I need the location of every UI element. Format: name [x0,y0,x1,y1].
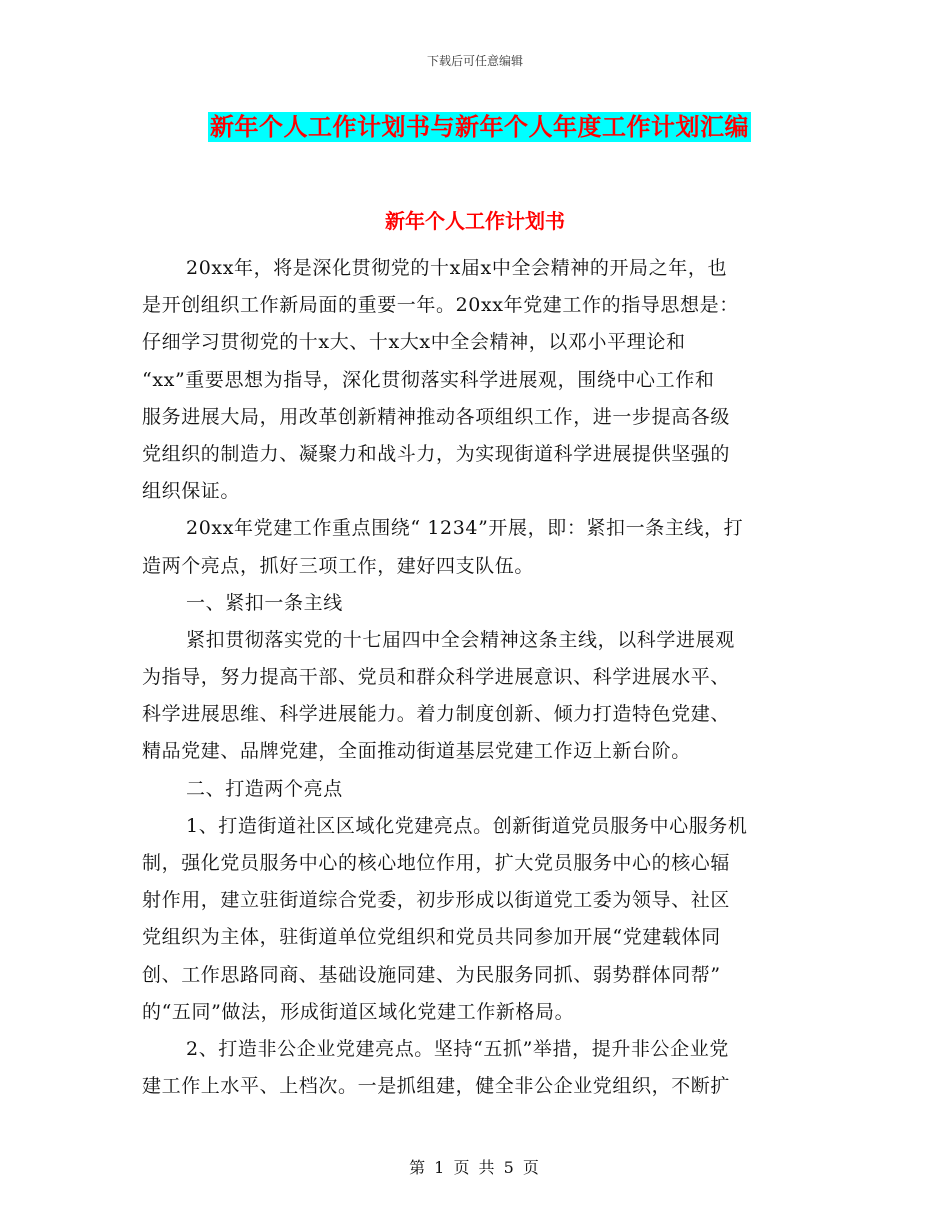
body-line: 造两个亮点，抓好三项工作，建好四支队伍。 [142,554,535,577]
body-line: 建工作上水平、上档次。一是抓组建，健全非公企业党组织，不断扩 [142,1075,731,1098]
body-line: 紧扣贯彻落实党的十七届四中全会精神这条主线，以科学进展观 [186,628,735,651]
section-heading: 一、紧扣一条主线 [186,591,343,614]
body-line: 仔细学习贯彻党的十x大、十x大x中全会精神，以邓小平理论和 [142,331,686,354]
page-number-footer: 第 1 页 共 5 页 [409,1158,541,1177]
body-line: 创、工作思路同商、基础设施同建、为民服务同抓、弱势群体同帮” [142,963,721,986]
page-header-note: 下载后可任意编辑 [426,54,523,68]
body-line: 党组织的制造力、凝聚力和战斗力，为实现街道科学进展提供坚强的 [142,442,731,465]
section-heading: 二、打造两个亮点 [186,777,343,800]
body-line: 的“五同”做法，形成街道区域化党建工作新格局。 [142,1000,575,1023]
body-line: 组织保证。 [142,480,241,503]
body-line: 20xx年党建工作重点围绕“ 1234”开展，即：紧扣一条主线，打 [186,517,744,540]
body-line: 2、打造非公企业党建亮点。坚持“五抓”举措，提升非公企业党 [186,1037,729,1060]
body-line: 20xx年，将是深化贯彻党的十x届x中全会精神的开局之年，也 [186,257,728,279]
body-line: 1、打造街道社区区域化党建亮点。创新街道党员服务中心服务机 [186,814,748,837]
body-line: 为指导，努力提高干部、党员和群众科学进展意识、科学进展水平、 [142,666,731,689]
body-line: 党组织为主体，驻街道单位党组织和党员共同参加开展“党建载体同 [142,926,721,949]
body-line: 射作用，建立驻街道综合党委，初步形成以街道党工委为领导、社区 [142,889,731,912]
body-line: 服务进展大局，用改革创新精神推动各项组织工作，进一步提高各级 [142,405,731,428]
body-line: 精品党建、品牌党建，全面推动街道基层党建工作迈上新台阶。 [142,740,691,763]
body-line: “xx”重要思想为指导，深化贯彻落实科学进展观，围绕中心工作和 [142,368,715,391]
body-line: 是开创组织工作新局面的重要一年。20xx年党建工作的指导思想是： [142,294,739,317]
body-line: 制，强化党员服务中心的核心地位作用，扩大党员服务中心的核心辐 [142,852,731,874]
document-main-title: 新年个人工作计划书与新年个人年度工作计划汇编 [210,112,749,141]
document-body [142,250,812,1105]
section-title: 新年个人工作计划书 [385,209,565,233]
body-line: 科学进展思维、科学进展能力。着力制度创新、倾力打造特色党建、 [142,703,731,726]
